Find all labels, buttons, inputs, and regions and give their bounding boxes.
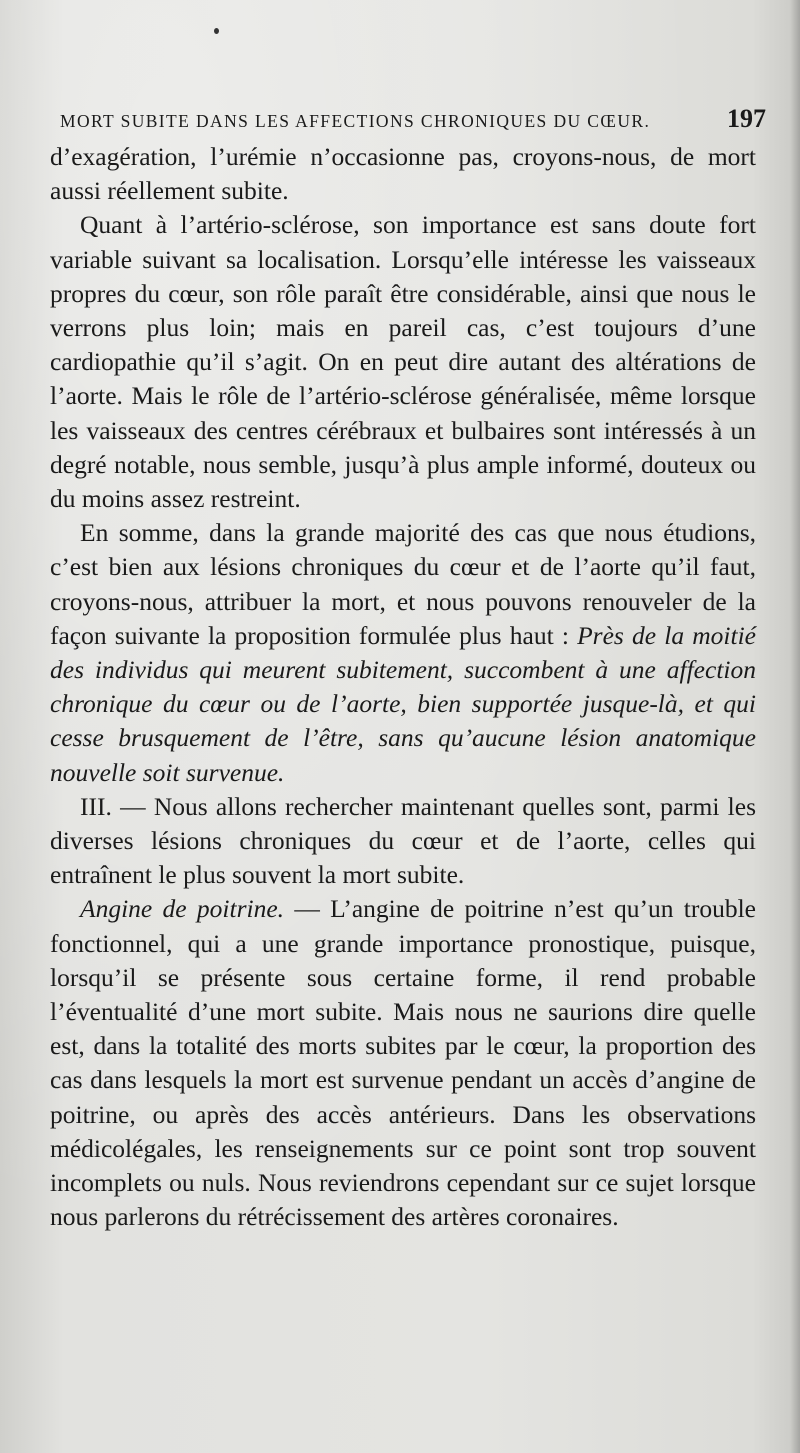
angine-heading: Angine de poitrine. xyxy=(80,894,285,924)
running-head: MORT SUBITE DANS LES AFFECTIONS CHRONIQUES DU CŒUR. xyxy=(60,111,651,131)
angine-text: — L’angine de poitrine n’est qu’un trouble fonctionnel, qui a une grande importance pronostique, puisque, lorsqu’il se présente sous certaine forme, il rend probable l’éventualité d’une mort subite. Mais nous ne saurions dire quelle est, dans la totalité des morts subites par le cœur, la proportion des cas dans lesquels la mort est survenue pendant un accès d’angine de poitrine, ou après des accès antérieurs. Dans les observations médicolégales, les renseignements sur ce point sont trop souvent incomplets ou nuls. Nous reviendrons cependant sur ce sujet lorsque nous parlerons du rétrécissement des artères coronaires. xyxy=(50,894,757,1232)
paragraph-en-somme-text: En somme, dans la grande majorité des cas que nous étudions, c’est bien aux lésions chroniques du cœur et de l’aorte qu’il faut, croyons-nous, attribuer la mort, et nous pouvons renouveler de la façon suivante la proposition formulée plus haut : xyxy=(50,518,756,650)
page-header xyxy=(60,104,766,134)
ink-speck xyxy=(214,28,219,34)
body-text xyxy=(50,140,756,1235)
page-edge-shadow xyxy=(790,0,800,1453)
paragraph-angine xyxy=(50,892,756,1234)
page-number: 197 xyxy=(727,104,766,133)
paragraph-arteriosclerose: Quant à l’artério-sclérose, son importance est sans doute fort variable suivant sa localisation. Lorsqu’elle intéresse les vaisseaux propres du cœur, son rôle paraît être considérable, ainsi que nous le verrons plus loin; mais en pareil cas, c’est toujours d’une cardiopathie qu’il s’agit. On en peut dire autant des altérations de l’aorte. Mais le rôle de l’artério-sclérose généralisée, même lorsque les vaisseaux des centres cérébraux et bulbaires sont intéressés à un degré notable, nous semble, jusqu’à plus ample informé, douteux ou du moins assez restreint. xyxy=(50,210,756,514)
italic-proposition: Près de la moitié des individus qui meurent subitement, succombent à une affection chronique du cœur ou de l’aorte, bien supportée jusque-là, et qui cesse brusquement de l’être, sans qu’aucune lésion anatomique nouvelle soit survenue. xyxy=(50,620,756,787)
paragraph-continuation: d’exagération, l’urémie n’occasionne pas, croyons-nous, de mort aussi réellement subite. xyxy=(50,142,756,206)
paragraph-en-somme xyxy=(50,516,756,790)
paragraph-section-iii: III. — Nous allons rechercher maintenant quelles sont, parmi les diverses lésions chroniques du cœur et de l’aorte, celles qui entraînent le plus souvent la mort subite. xyxy=(50,791,756,890)
